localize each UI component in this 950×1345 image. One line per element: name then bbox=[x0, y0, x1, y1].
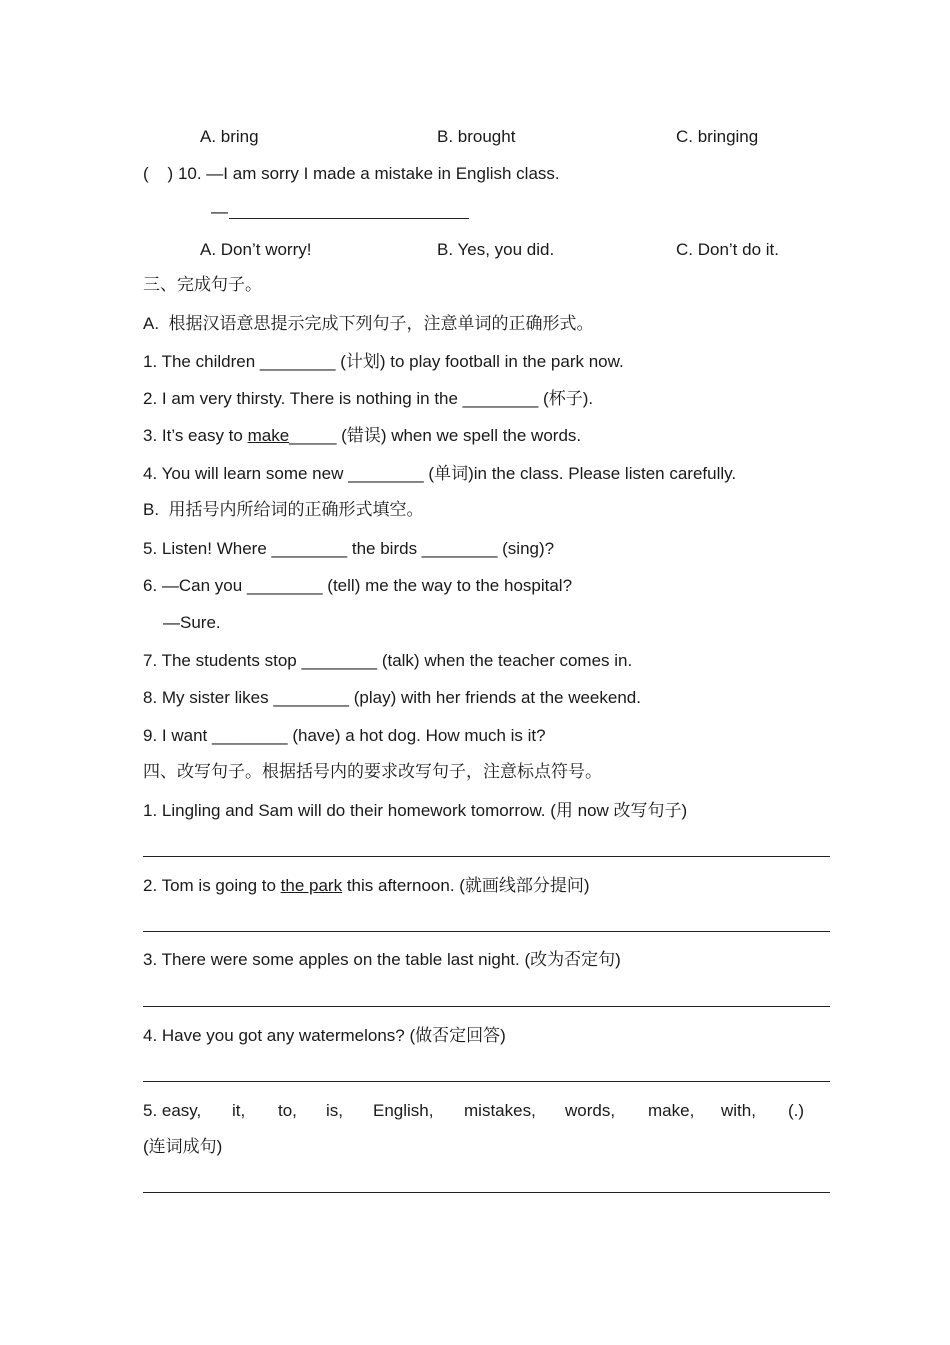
s4-item-2 bbox=[143, 876, 590, 896]
q9-option-a: A. bring bbox=[200, 127, 259, 146]
q10-stem: ( ) 10. —I am sorry I made a mistake in English class. bbox=[143, 164, 560, 183]
s4-item-4: 4. Have you got any watermelons? (做否定回答) bbox=[143, 1026, 506, 1045]
s3-item-3-pre: 3. It’s easy to bbox=[143, 426, 248, 445]
s3-item-1: 1. The children ________ (计划) to play football in the park now. bbox=[143, 352, 624, 371]
s4-item-2-underlined: the park bbox=[280, 876, 343, 895]
section3-partB-instruction: B. 用括号内所给词的正确形式填空。 bbox=[143, 500, 424, 519]
s3-item-4: 4. You will learn some new ________ (单词)in the class. Please listen carefully. bbox=[143, 464, 737, 483]
s3-item-3-post: _____ (错误) when we spell the words. bbox=[289, 426, 582, 445]
section3-heading: 三、完成句子。 bbox=[143, 275, 262, 294]
q10-option-b: B. Yes, you did. bbox=[437, 240, 555, 259]
s4-answer-line-1 bbox=[143, 856, 830, 857]
s4-item-5-word-2: it, bbox=[232, 1101, 246, 1120]
s3-item-2: 2. I am very thirsty. There is nothing in the ________ (杯子). bbox=[143, 389, 594, 408]
s4-answer-line-5 bbox=[143, 1192, 830, 1193]
s4-item-5-word-9: with, bbox=[721, 1101, 756, 1120]
s4-item-5-word-3: to, bbox=[278, 1101, 297, 1120]
s4-item-5-word-1: 5. easy, bbox=[143, 1101, 202, 1120]
s4-answer-line-4 bbox=[143, 1081, 830, 1082]
s3-item-7: 7. The students stop ________ (talk) when the teacher comes in. bbox=[143, 651, 633, 670]
s3-item-3-underlined: make bbox=[247, 426, 290, 445]
s4-item-5-word-6: mistakes, bbox=[464, 1101, 536, 1120]
s4-answer-line-3 bbox=[143, 1006, 830, 1007]
s4-item-5-note: (连词成句) bbox=[143, 1137, 223, 1156]
q10-reply-dash: — bbox=[211, 202, 228, 221]
s3-item-8: 8. My sister likes ________ (play) with her friends at the weekend. bbox=[143, 688, 641, 707]
section4-heading: 四、改写句子。根据括号内的要求改写句子，注意标点符号。 bbox=[143, 762, 602, 781]
q10-option-c: C. Don’t do it. bbox=[676, 240, 779, 259]
q9-option-c: C. bringing bbox=[676, 127, 759, 146]
s3-item-9: 9. I want ________ (have) a hot dog. How much is it? bbox=[143, 726, 546, 745]
s4-item-3: 3. There were some apples on the table last night. (改为否定句) bbox=[143, 950, 621, 969]
s3-item-5: 5. Listen! Where ________ the birds ________ (sing)? bbox=[143, 539, 555, 558]
q10-option-a: A. Don’t worry! bbox=[200, 240, 312, 259]
s3-item-3 bbox=[143, 426, 581, 446]
s4-item-2-post: this afternoon. (就画线部分提问) bbox=[342, 876, 590, 895]
s4-item-5-word-7: words, bbox=[565, 1101, 616, 1120]
s4-item-5-word-5: English, bbox=[373, 1101, 434, 1120]
s4-item-1: 1. Lingling and Sam will do their homework tomorrow. (用 now 改写句子) bbox=[143, 801, 688, 820]
s3-item-6: 6. —Can you ________ (tell) me the way to the hospital? bbox=[143, 576, 573, 595]
s4-item-2-pre: 2. Tom is going to bbox=[143, 876, 281, 895]
s3-item-6-reply: —Sure. bbox=[163, 613, 221, 632]
q9-option-b: B. brought bbox=[437, 127, 516, 146]
s4-item-5-word-8: make, bbox=[648, 1101, 695, 1120]
s4-answer-line-2 bbox=[143, 931, 830, 932]
s4-item-5-word-4: is, bbox=[326, 1101, 343, 1120]
s4-item-5-word-10: (.) bbox=[788, 1101, 805, 1120]
q10-answer-line bbox=[229, 218, 469, 219]
section3-partA-instruction: A. 根据汉语意思提示完成下列句子，注意单词的正确形式。 bbox=[143, 314, 594, 333]
